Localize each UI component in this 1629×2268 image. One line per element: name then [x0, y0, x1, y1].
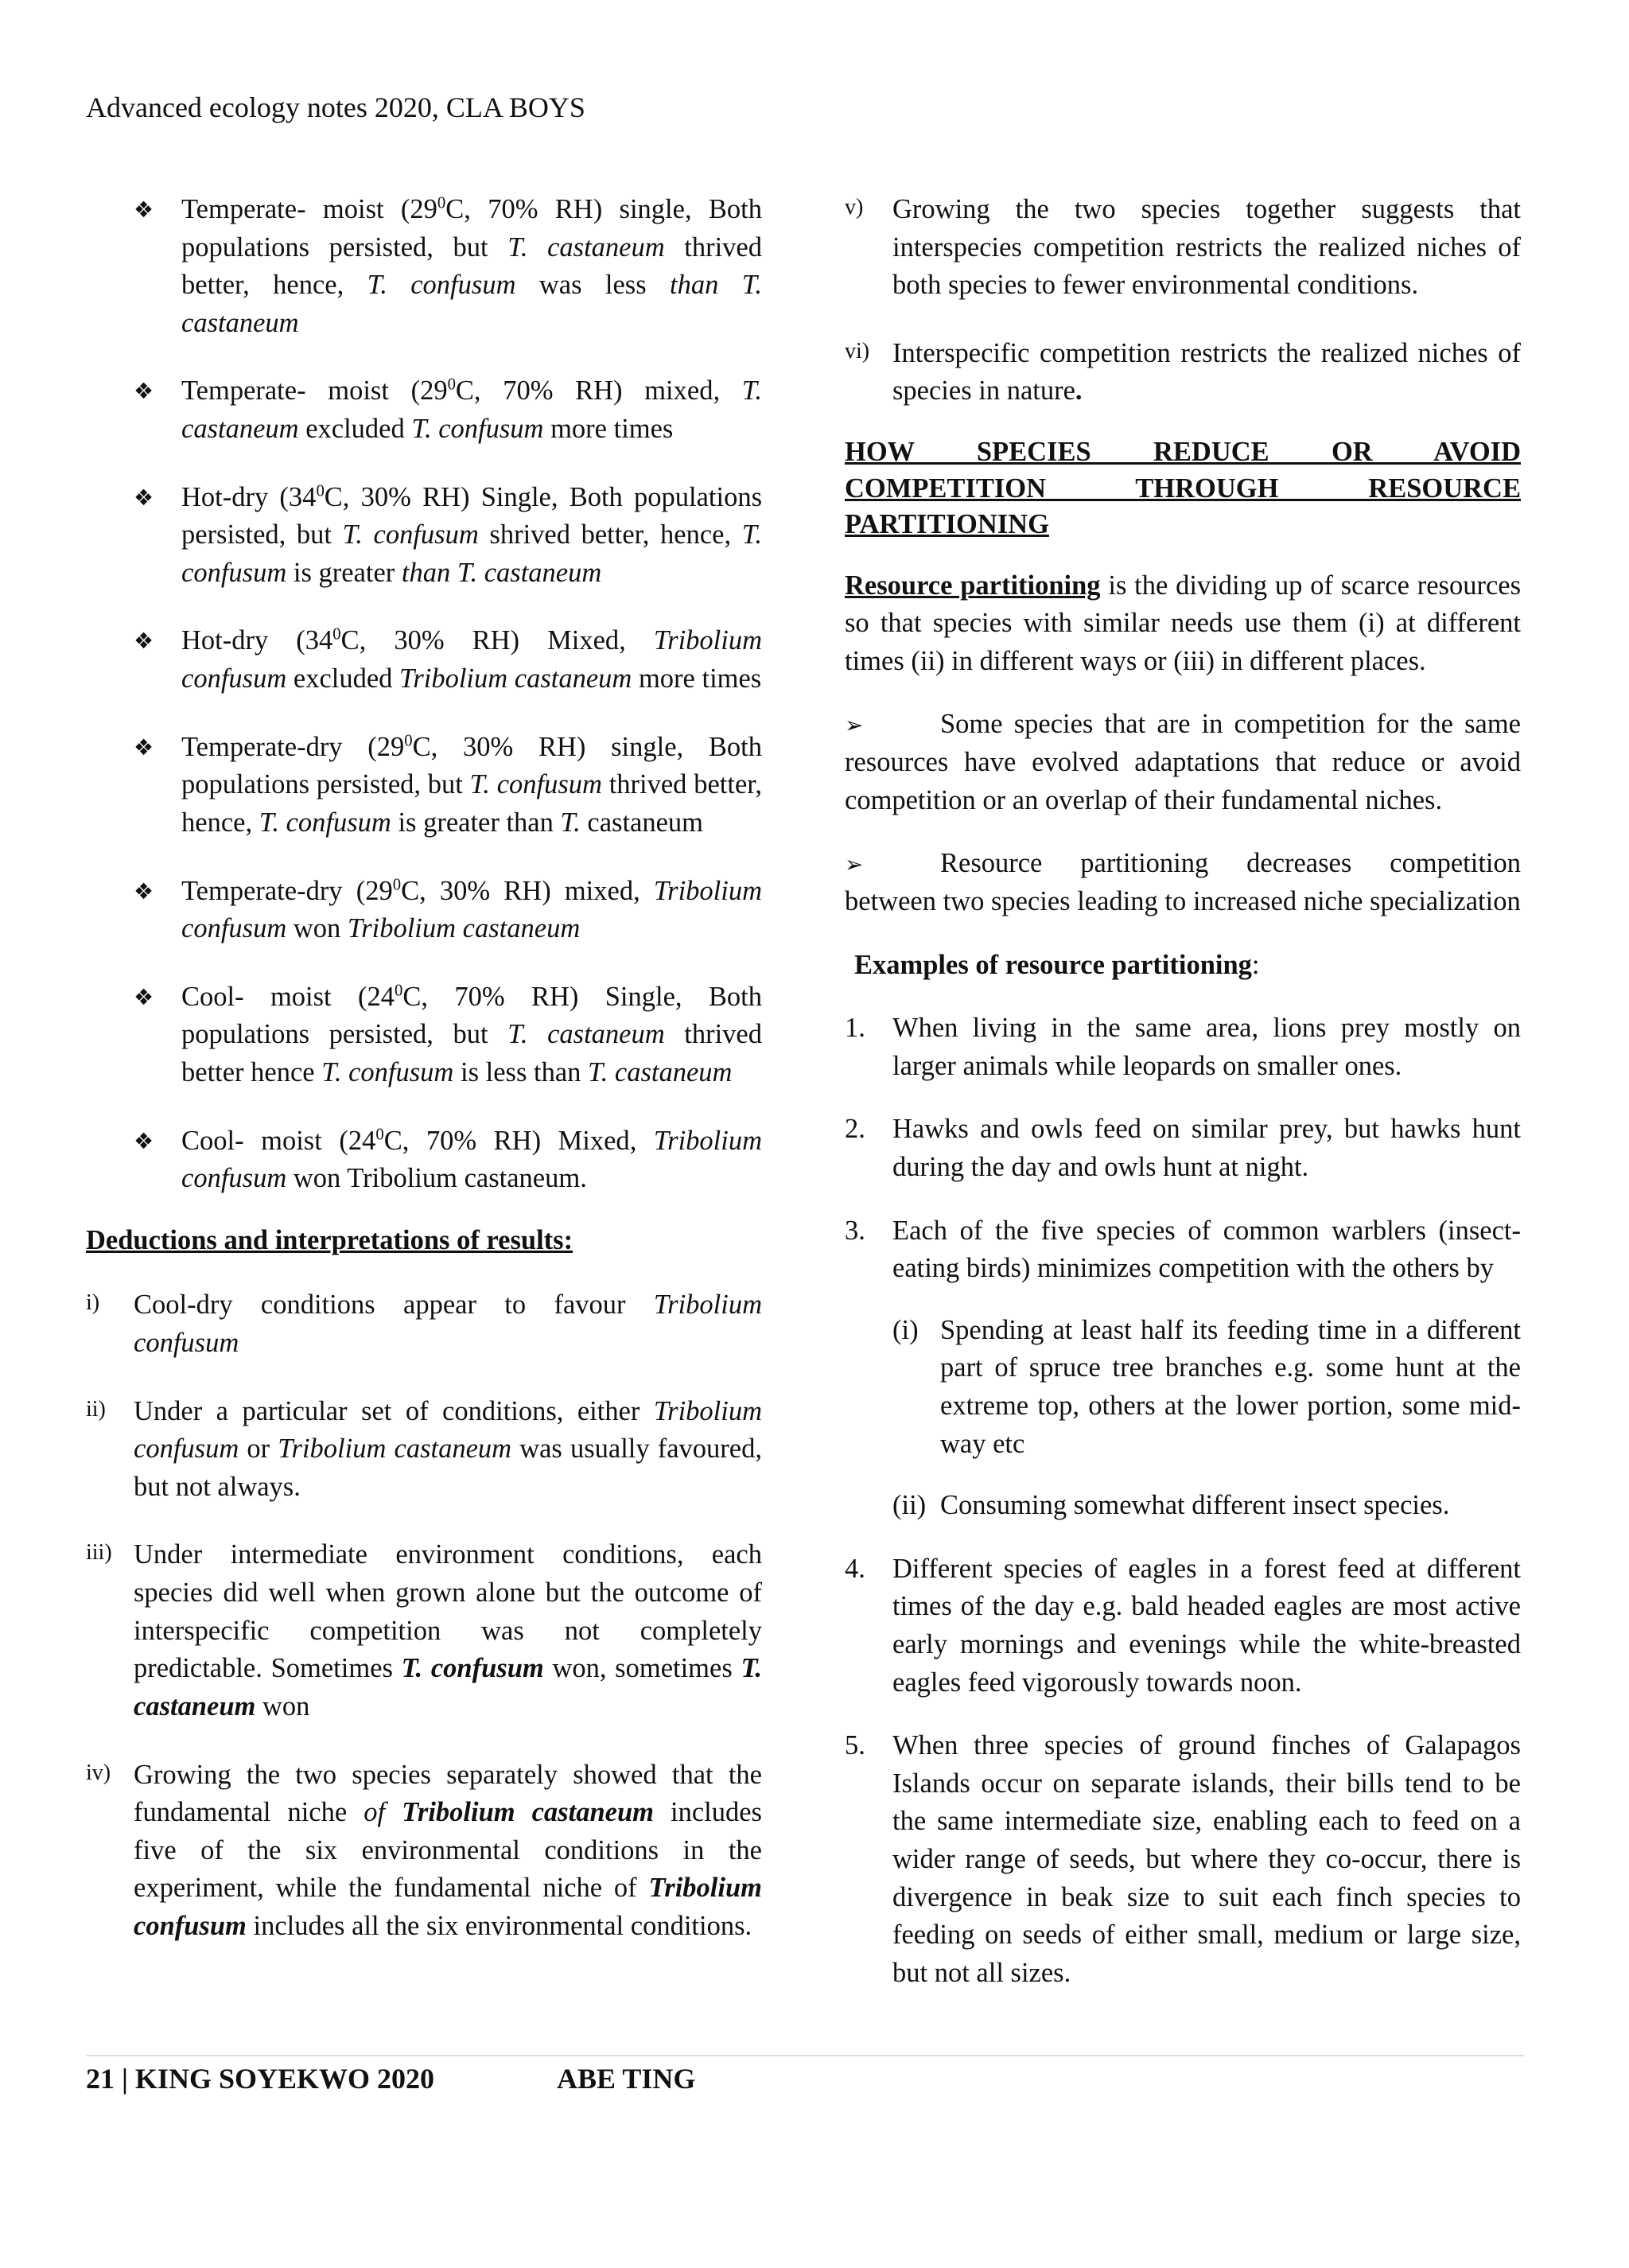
page-footer	[86, 2062, 696, 2095]
partitioning-point: ➢ Resource partitioning decreases competition between two species leading to increased niche specialization	[845, 848, 1521, 916]
deduction-item: vi) Interspecific competition restricts the realized niches of species in nature.	[845, 337, 1521, 407]
deduction-item: iv) Growing the two species separately showed that the fundamental niche of Tribolium castaneum includes five of the six environmental conditions in the experiment, while the fundamental niche of Tribolium confusum includes all the six environmental conditions.	[86, 1759, 762, 1941]
example-item: 5. When three species of ground finches of Galapagos Islands occur on separate islands, their bills tend to be the same intermediate size, enabling each to feed on a wider range of seeds, but where they co-occur, there is divergence in beak size to suit each finch species to feeding on seeds of either small, medium or large size, but not all sizes.	[845, 1730, 1521, 1988]
deduction-item: v) Growing the two species together suggests that interspecies competition restricts the realized niches of both species to fewer environmental conditions.	[845, 194, 1521, 301]
diamond-bullet-icon: ❖	[134, 484, 154, 511]
partitioning-point: ➢ Some species that are in competition for the same resources have evolved adaptations that reduce or avoid competition or an overlap of their fundamental niches.	[845, 709, 1521, 815]
example-item: 2. Hawks and owls feed on similar prey, but hawks hunt during the day and owls hunt at night.	[845, 1114, 1521, 1182]
deduction-item: i) Cool-dry conditions appear to favour Tribolium confusum	[86, 1290, 762, 1359]
diamond-bullet-icon: ❖	[134, 196, 154, 223]
diamond-bullet-icon: ❖	[134, 378, 154, 405]
partitioning-heading: HOW SPECIES REDUCE OR AVOID COMPETITION THROUGH RESOURCE PARTITIONING	[845, 437, 1521, 540]
result-item: ❖ Temperate- moist ($29^0C$, 70% RH) single, Both populations persisted, but T. castaneum thrived better, hence, T. confusum was less than T. castaneum	[86, 191, 762, 342]
diamond-bullet-icon: ❖	[134, 628, 154, 655]
diamond-bullet-icon: ❖	[134, 1127, 154, 1154]
result-item: ❖ Cool- moist ($24^0C$, 70% RH) Mixed, Tribolium confusum won Tribolium castaneum.	[86, 1122, 762, 1198]
result-item: ❖ Temperate- moist ($29^0C$, 70% RH) mixed, T. castaneum excluded T. confusum more times	[86, 372, 762, 448]
right-column	[845, 191, 1521, 2018]
deduction-item: ii) Under a particular set of conditions, either Tribolium confusum or Tribolium castaneum was usually favoured, but not always.	[86, 1395, 762, 1502]
footer-divider	[86, 2055, 1524, 2056]
page-header: Advanced ecology notes 2020, CLA BOYS	[86, 91, 585, 123]
warbler-subitem: (ii) Consuming somewhat different insect species.	[892, 1490, 1450, 1521]
page-number-label: 21 | KING SOYEKWO 2020	[86, 2063, 434, 2095]
deductions-heading: Deductions and interpretations of results:	[86, 1224, 573, 1255]
result-item: ❖ Temperate-dry ($29^0C$, 30% RH) single, Both populations persisted, but T. confusum thrived better, hence, T. confusum is greater than T. castaneum	[86, 729, 762, 842]
warbler-subitem: (i) Spending at least half its feeding time in a different part of spruce tree branches e.g. some hunt at the extreme top, others at the lower portion, some mid-way etc	[892, 1314, 1521, 1459]
result-item: ❖ Hot-dry ($34^0C$, 30% RH) Mixed, Tribolium confusum excluded Tribolium castaneum more times	[86, 622, 762, 698]
arrowhead-bullet-icon: ➢	[845, 851, 864, 878]
example-item: 3. Each of the five species of common warblers (insect-eating birds) minimizes competition with the others by (i) Spending at least half its feeding time in a different part of spruce tree branches e.g. some hunt at the extreme top, others at the lower portion, some mid-way etc (ii) Consuming somewhat different insect species.	[845, 1212, 1521, 1525]
example-item: 1. When living in the same area, lions prey mostly on larger animals while leopards on smaller ones.	[845, 1013, 1521, 1081]
deduction-item: iii) Under intermediate environment conditions, each species did well when grown alone but the outcome of interspecific competition was not completely predictable. Sometimes T. confusum won, sometimes T. castaneum won	[86, 1539, 762, 1721]
diamond-bullet-icon: ❖	[134, 983, 154, 1010]
partitioning-definition: Resource partitioning is the dividing up of scarce resources so that species with similar needs use them (i) at different times (ii) in different ways or (iii) in different places.	[845, 570, 1521, 676]
diamond-bullet-icon: ❖	[134, 733, 154, 761]
result-item: ❖ Cool- moist ($24^0C$, 70% RH) Single, Both populations persisted, but T. castaneum thrived better hence T. confusum is less than T. castaneum	[86, 978, 762, 1092]
left-column	[86, 191, 762, 1976]
diamond-bullet-icon: ❖	[134, 877, 154, 904]
examples-heading: Examples of resource partitioning:	[854, 949, 1260, 980]
example-item: 4. Different species of eagles in a forest feed at different times of the day e.g. bald headed eagles are most active early mornings and evenings while the white-breasted eagles feed vigorously towards noon.	[845, 1553, 1521, 1698]
result-item: ❖ Hot-dry ($34^0C$, 30% RH) Single, Both populations persisted, but T. confusum shrived better, hence, T. confusum is greater than T. castaneum	[86, 479, 762, 593]
arrowhead-bullet-icon: ➢	[845, 712, 864, 739]
footer-author: ABE TING	[557, 2063, 696, 2095]
result-item: ❖ Temperate-dry ($29^0C$, 30% RH) mixed, Tribolium confusum won Tribolium castaneum	[86, 873, 762, 948]
